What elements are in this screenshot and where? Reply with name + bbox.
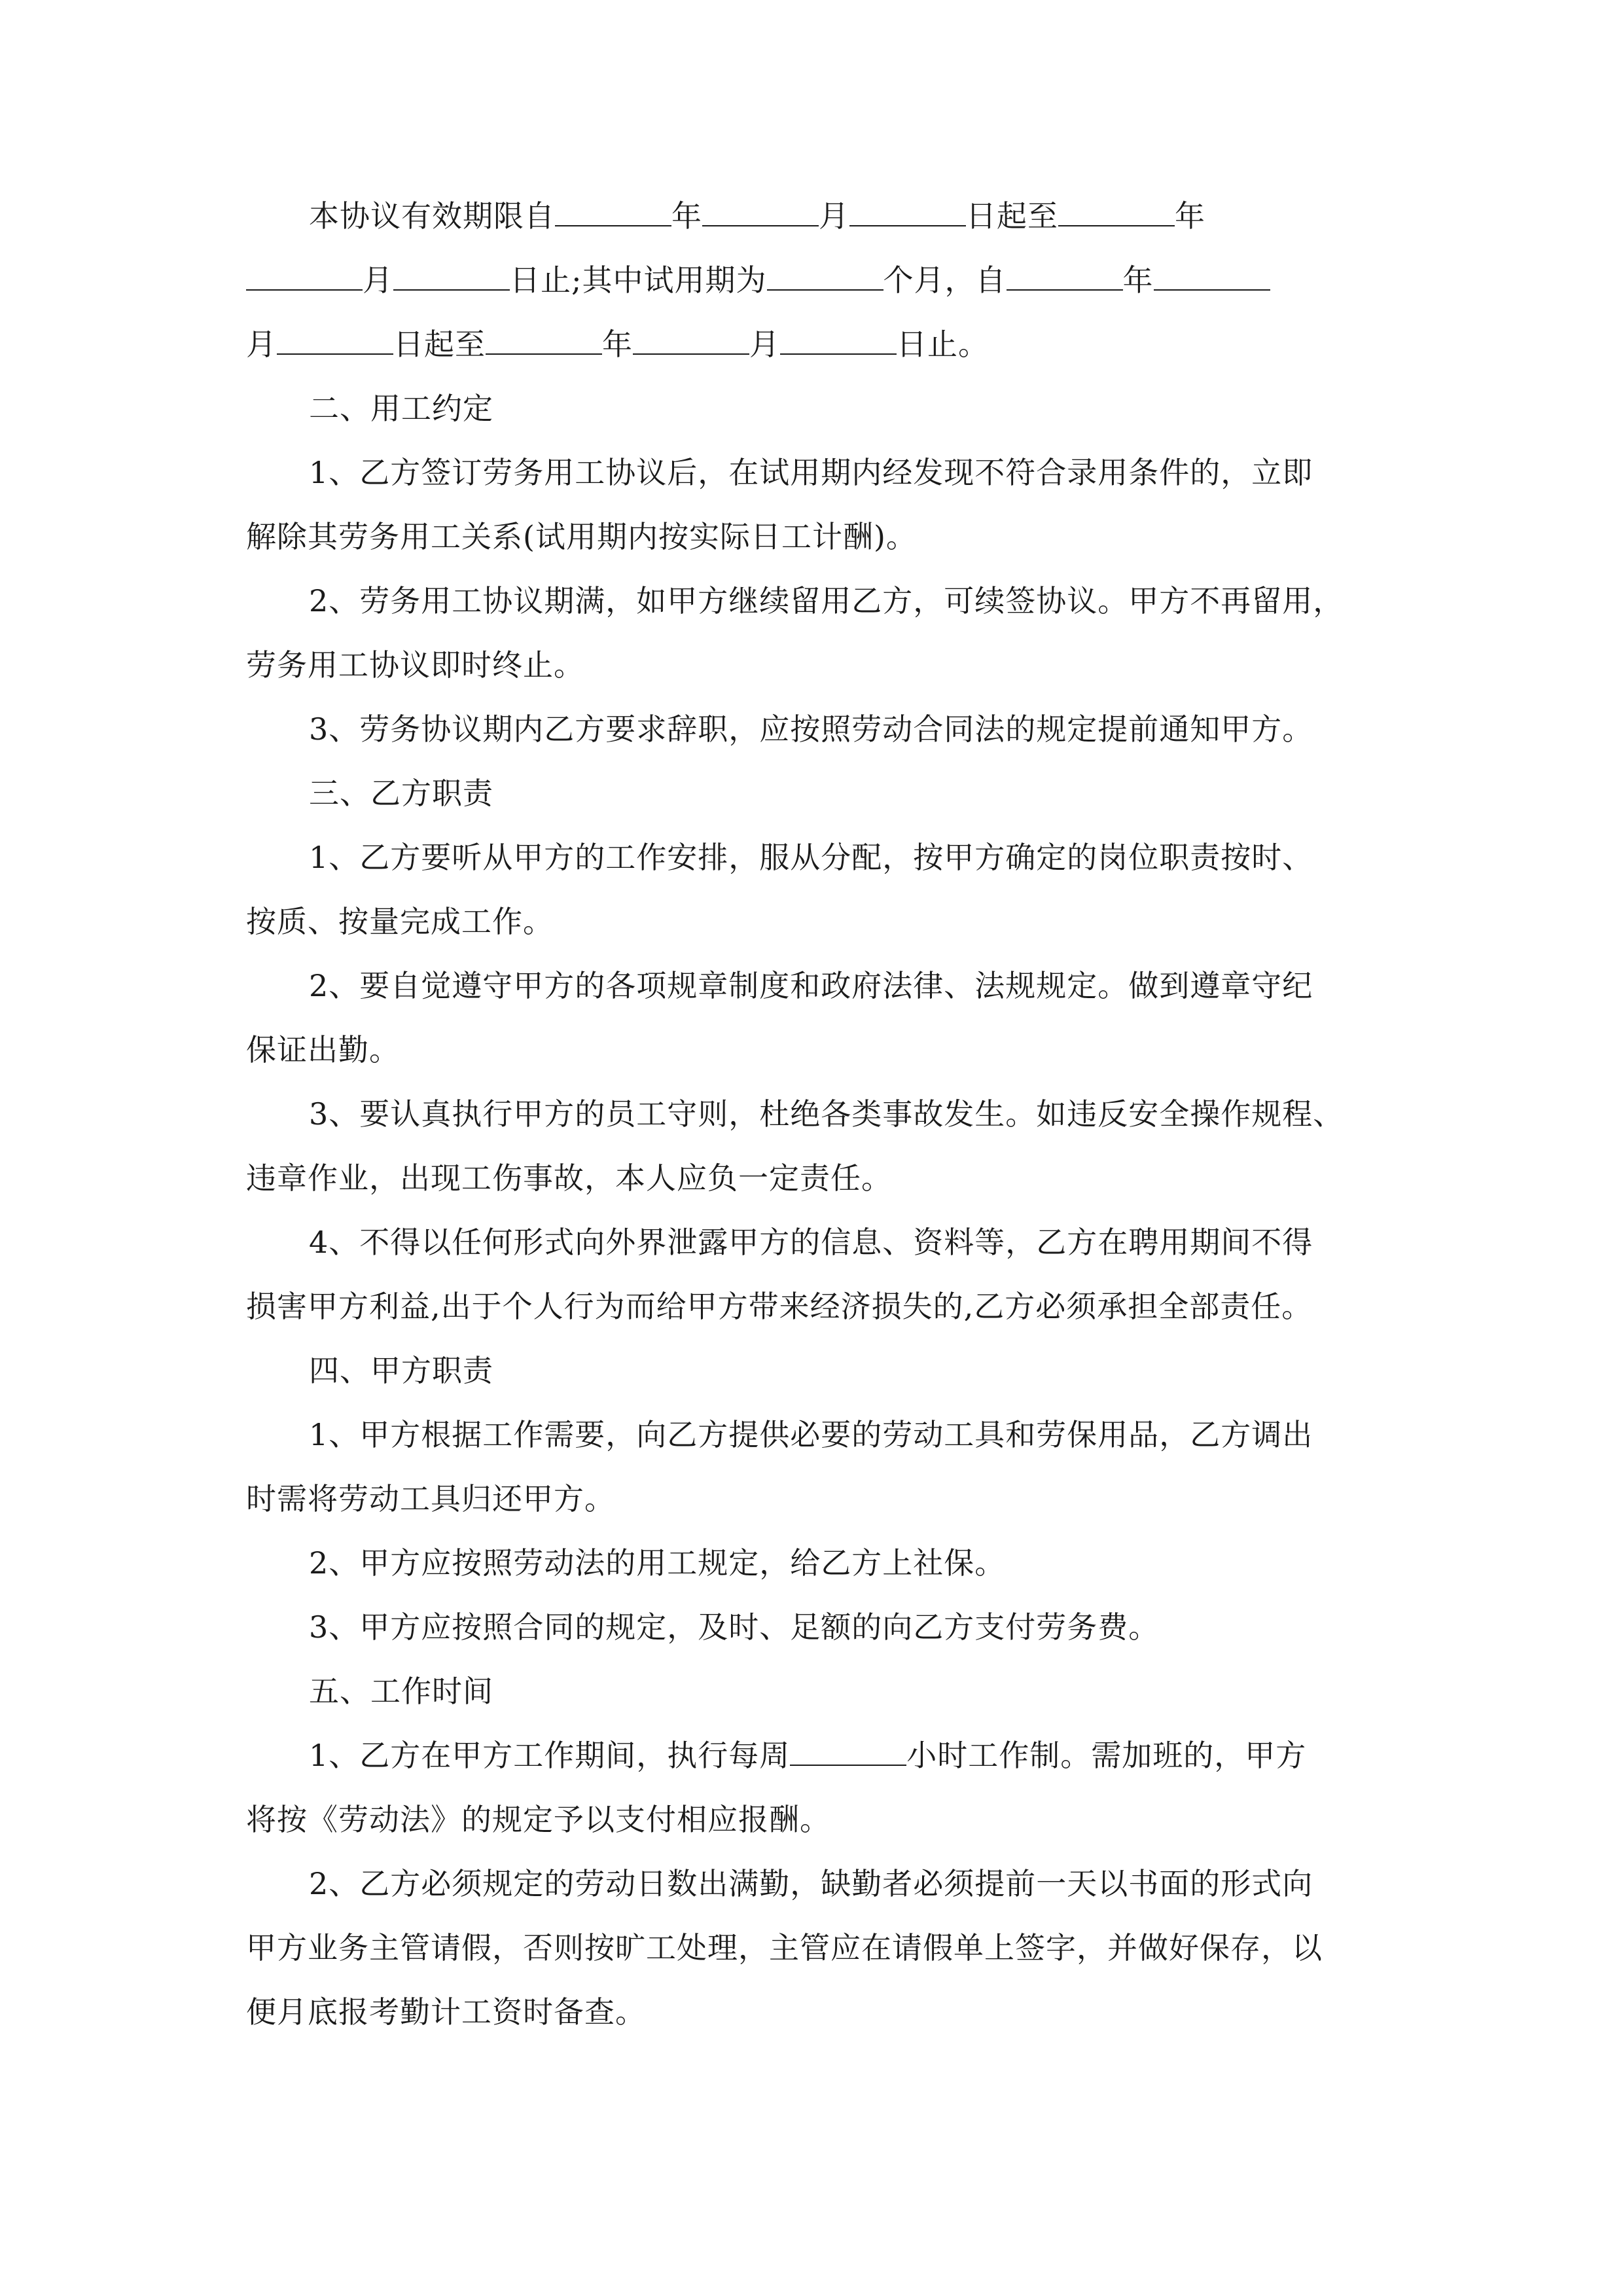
fill-blank: [767, 263, 883, 291]
validity-line-3: [246, 325, 989, 364]
hours-text: 1、乙方在甲方工作期间，执行每周: [309, 1738, 791, 1773]
validity-text: 月: [363, 262, 393, 298]
paragraph-line: 劳务用工协议即时终止。: [246, 647, 584, 683]
paragraph-line: 1、甲方根据工作需要，向乙方提供必要的劳动工具和劳保用品，乙方调出: [309, 1417, 1313, 1452]
paragraph-line: 时需将劳动工具归还甲方。: [246, 1481, 615, 1516]
paragraph-line: 解除其劳务用工关系(试用期内按实际日工计酬)。: [246, 519, 917, 554]
section-heading: 二、用工约定: [309, 391, 493, 426]
validity-text: 日起至: [393, 327, 486, 362]
fill-blank: [849, 199, 966, 226]
fill-blank: [790, 1738, 906, 1766]
validity-line-2: [246, 260, 1270, 300]
validity-text: 月: [819, 198, 849, 234]
fill-blank: [633, 327, 749, 355]
paragraph-line: 1、乙方签订劳务用工协议后，在试用期内经发现不符合录用条件的，立即: [309, 455, 1313, 490]
paragraph-line: 3、要认真执行甲方的员工守则，杜绝各类事故发生。如违反安全操作规程、: [309, 1096, 1344, 1132]
paragraph-line: 甲方业务主管请假，否则按旷工处理，主管应在请假单上签字，并做好保存，以: [246, 1930, 1323, 1965]
validity-text: 个月，自: [883, 262, 1007, 298]
paragraph-line: 4、不得以任何形式向外界泄露甲方的信息、资料等，乙方在聘用期间不得: [309, 1225, 1313, 1260]
validity-text: 年: [671, 198, 702, 234]
validity-text: 日止。: [897, 327, 989, 362]
section-heading: 五、工作时间: [309, 1674, 493, 1709]
fill-blank: [702, 199, 819, 226]
fill-blank: [277, 327, 393, 355]
validity-text: 日起至: [966, 198, 1058, 234]
validity-text: 月: [246, 327, 277, 362]
paragraph-line: 2、乙方必须规定的劳动日数出满勤，缺勤者必须提前一天以书面的形式向: [309, 1866, 1313, 1901]
paragraph-line: 3、劳务协议期内乙方要求辞职，应按照劳动合同法的规定提前通知甲方。: [309, 711, 1313, 747]
validity-text: 年: [1122, 262, 1154, 298]
section-heading: 四、甲方职责: [309, 1353, 493, 1388]
paragraph-line: 损害甲方利益,出于个人行为而给甲方带来经济损失的,乙方必须承担全部责任。: [246, 1289, 1313, 1324]
paragraph-line: 2、劳务用工协议期满，如甲方继续留用乙方，可续签协议。甲方不再留用，: [309, 583, 1344, 619]
paragraph-line: 违章作业，出现工伤事故，本人应负一定责任。: [246, 1160, 892, 1196]
validity-text: 年: [602, 327, 633, 362]
fill-blank: [1058, 199, 1175, 226]
fill-blank: [246, 263, 363, 291]
validity-line-1: [309, 196, 1205, 236]
paragraph-line: 保证出勤。: [246, 1032, 400, 1067]
paragraph-line: 2、甲方应按照劳动法的用工规定，给乙方上社保。: [309, 1545, 1006, 1581]
paragraph-line: 按质、按量完成工作。: [246, 904, 554, 939]
validity-text: 本协议有效期限自: [309, 198, 555, 234]
paragraph-line: 1、乙方要听从甲方的工作安排，服从分配，按甲方确定的岗位职责按时、: [309, 840, 1313, 875]
fill-blank: [1007, 263, 1123, 291]
fill-blank: [780, 327, 897, 355]
fill-blank: [555, 199, 671, 226]
hours-text: 小时工作制。需加班的，甲方: [906, 1738, 1307, 1773]
section-heading: 三、乙方职责: [309, 776, 493, 811]
paragraph-line: 2、要自觉遵守甲方的各项规章制度和政府法律、法规规定。做到遵章守纪: [309, 968, 1313, 1003]
fill-blank: [393, 263, 510, 291]
validity-text: 月: [749, 327, 780, 362]
fill-blank: [486, 327, 602, 355]
validity-text: 日止;其中试用期为: [510, 262, 767, 298]
paragraph-line: 便月底报考勤计工资时备查。: [246, 1994, 646, 2030]
paragraph-line: 3、甲方应按照合同的规定，及时、足额的向乙方支付劳务费。: [309, 1609, 1160, 1645]
paragraph-line: [309, 1736, 1306, 1775]
fill-blank: [1154, 263, 1270, 291]
paragraph-line: 将按《劳动法》的规定予以支付相应报酬。: [246, 1802, 830, 1837]
validity-text: 年: [1175, 198, 1205, 234]
